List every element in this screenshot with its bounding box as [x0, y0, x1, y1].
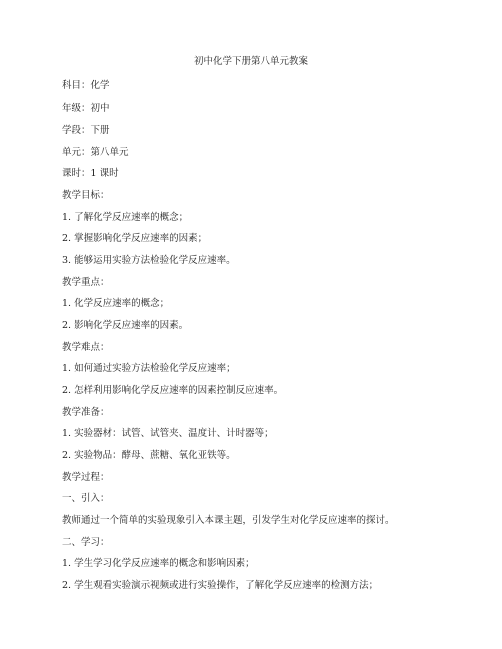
section-heading-key-points: 教学重点： [62, 277, 110, 288]
subsection-heading-intro: 一、引入： [62, 493, 110, 504]
list-item: 2. 怎样利用影响化学反应速率的因素控制反应速率。 [62, 385, 284, 396]
paragraph: 教师通过一个简单的实验现象引入本课主题，引发学生对化学反应速率的探讨。 [62, 515, 395, 526]
section-heading-difficulties: 教学难点： [62, 342, 110, 353]
list-item: 2. 掌握影响化学反应速率的因素； [62, 233, 208, 244]
section-heading-objectives: 教学目标： [62, 190, 110, 201]
section-heading-preparation: 教学准备： [62, 407, 110, 418]
text-line-period: 课时：1 课时 [62, 168, 119, 179]
text-line-term: 学段：下册 [62, 125, 110, 136]
text-line-subject: 科目：化学 [62, 80, 110, 91]
list-item: 3. 能够运用实验方法检验化学反应速率。 [62, 255, 236, 266]
list-item: 2. 实验物品：酵母、蔗糖、氧化亚铁等。 [62, 450, 236, 461]
list-item: 1. 化学反应速率的概念； [62, 298, 170, 309]
text-line-unit: 单元：第八单元 [62, 147, 129, 158]
list-item: 1. 实验器材：试管、试管夹、温度计、计时器等； [62, 428, 274, 439]
list-item: 1. 学生学习化学反应速率的概念和影响因素； [62, 558, 255, 569]
list-item: 2. 学生观看实验演示视频或进行实验操作，了解化学反应速率的检测方法； [62, 580, 379, 591]
document-title: 初中化学下册第八单元教案 [193, 56, 308, 67]
subsection-heading-study: 二、学习： [62, 537, 110, 548]
list-item: 2. 影响化学反应速率的因素。 [62, 320, 189, 331]
list-item: 1. 如何通过实验方法检验化学反应速率； [62, 363, 236, 374]
text-line-grade: 年级：初中 [62, 103, 110, 114]
section-heading-process: 教学过程： [62, 472, 110, 483]
list-item: 1. 了解化学反应速率的概念； [62, 212, 189, 223]
